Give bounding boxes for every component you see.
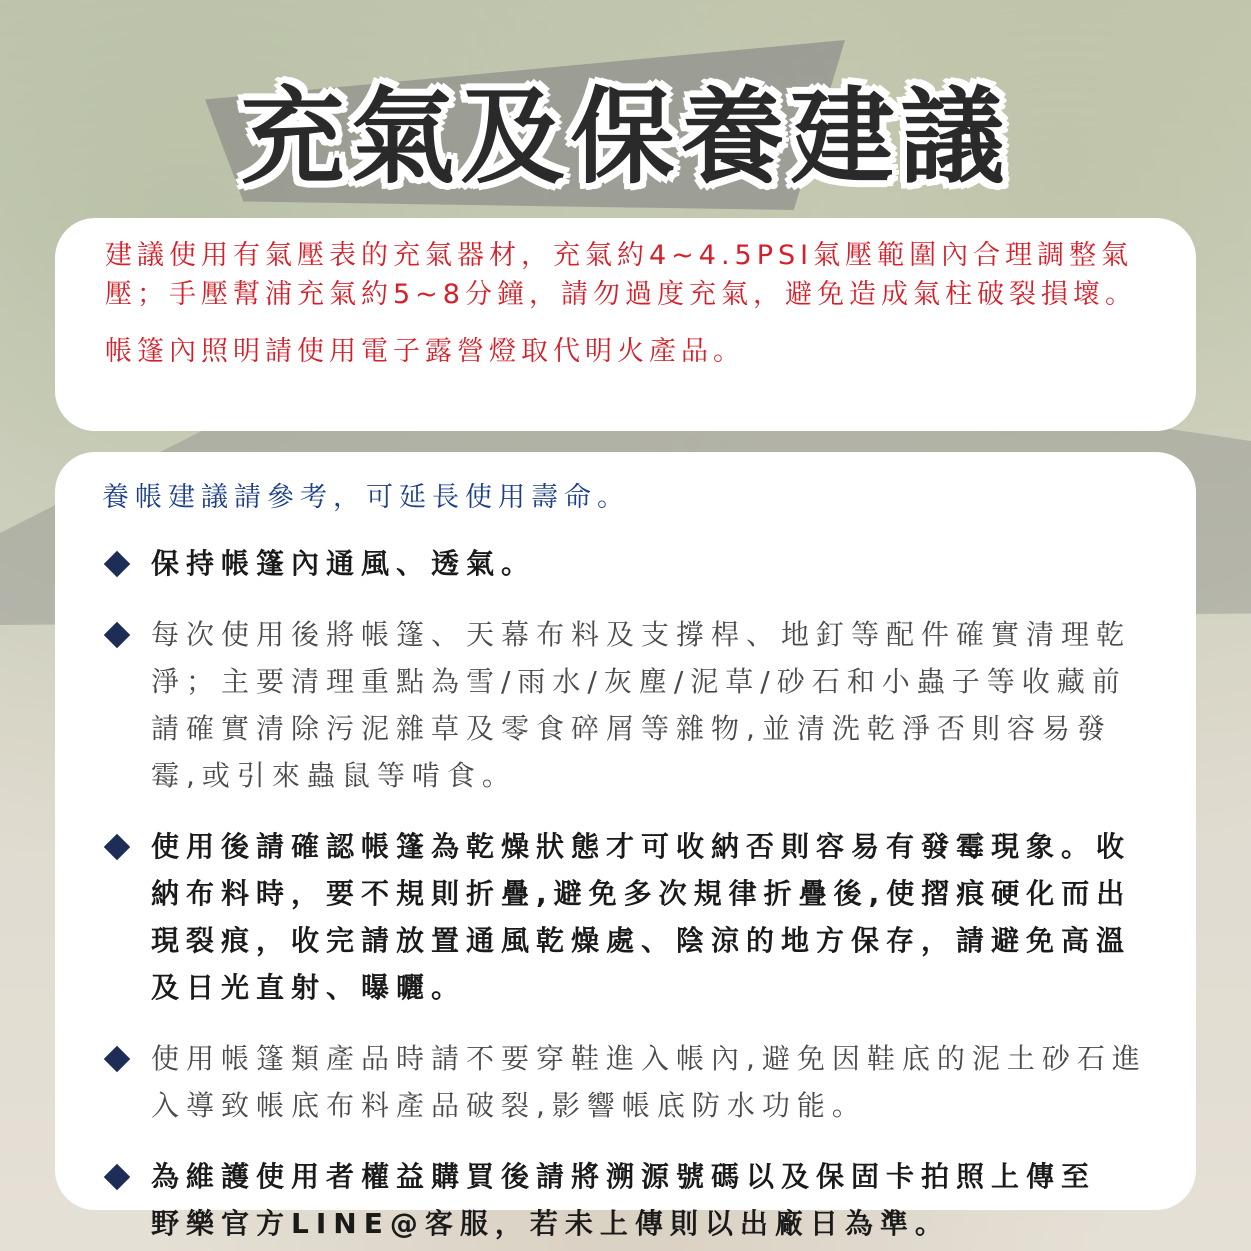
list-item bbox=[102, 611, 1156, 799]
diamond-bullet-icon bbox=[104, 622, 130, 648]
care-item-text: 每次使用後將帳篷、天幕布料及支撐桿、地釘等配件確實清理乾淨；主要清理重點為雪/雨水/灰塵/泥草/砂石和小蟲子等收藏前請確實清除污泥雜草及零食碎屑等雜物,並清洗乾淨否則容易發霉,或引來蟲鼠等啃食。 bbox=[151, 618, 1132, 792]
care-item-text: 使用後請確認帳篷為乾燥狀態才可收納否則容易有發霉現象。收納布料時，要不規則折疊,避免多次規律折疊後,使摺痕硬化而出現裂痕，收完請放置通風乾燥處、陰涼的地方保存，請避免高溫及日光直射、曝曬。 bbox=[151, 830, 1132, 1004]
list-item bbox=[102, 1153, 1156, 1247]
list-item bbox=[102, 540, 1156, 587]
inflation-advice: 建議使用有氣壓表的充氣器材，充氣約4~4.5PSI氣壓範圍內合理調整氣壓；手壓幫浦充氣約5~8分鐘，請勿過度充氣，避免造成氣柱破裂損壞。 bbox=[105, 240, 1137, 310]
page-title: 充氣及保養建議 bbox=[240, 76, 1011, 198]
list-item bbox=[102, 823, 1156, 1011]
notice-card bbox=[55, 218, 1196, 431]
care-item-text: 為維護使用者權益購買後請將溯源號碼以及保固卡拍照上傳至野樂官方LINE@客服，若未上傳則以出廠日為準。 bbox=[151, 1160, 1097, 1240]
care-item-text: 使用帳篷類產品時請不要穿鞋進入帳內,避免因鞋底的泥土砂石進入導致帳底布料產品破裂,影響帳底防水功能。 bbox=[151, 1042, 1147, 1122]
diamond-bullet-icon bbox=[104, 551, 130, 577]
list-item bbox=[102, 1035, 1156, 1129]
lighting-advice: 帳篷內照明請使用電子露營燈取代明火產品。 bbox=[105, 336, 745, 367]
care-item-text: 保持帳篷內通風、透氣。 bbox=[151, 547, 537, 580]
diamond-bullet-icon bbox=[104, 1164, 130, 1190]
diamond-bullet-icon bbox=[104, 834, 130, 860]
diamond-bullet-icon bbox=[104, 1046, 130, 1072]
care-intro: 養帳建議請參考，可延長使用壽命。 bbox=[102, 482, 630, 513]
care-card bbox=[55, 452, 1196, 1240]
